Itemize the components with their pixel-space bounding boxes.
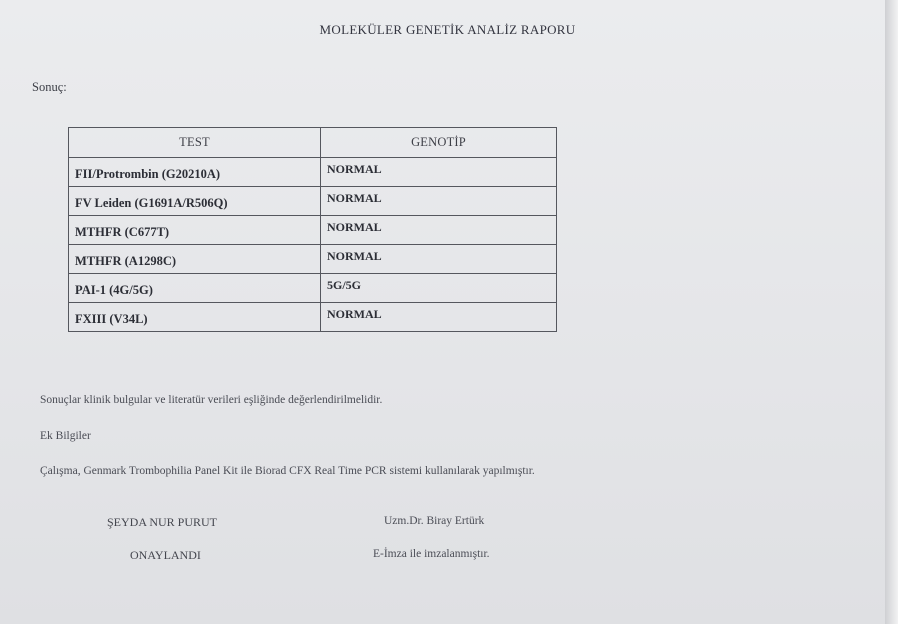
approval-status: ONAYLANDI xyxy=(130,548,201,562)
test-name: MTHFR (C677T) xyxy=(69,216,321,245)
results-table xyxy=(68,127,557,332)
column-header-test: TEST xyxy=(69,128,321,158)
genotype-value: 5G/5G xyxy=(321,274,557,303)
test-name: FV Leiden (G1691A/R506Q) xyxy=(69,187,321,216)
genotype-value: NORMAL xyxy=(321,216,557,245)
additional-info-label: Ek Bilgiler xyxy=(40,430,91,442)
genotype-value: NORMAL xyxy=(321,245,557,274)
e-signature-note: E-İmza ile imzalanmıştır. xyxy=(373,548,490,560)
genotype-value: NORMAL xyxy=(321,303,557,332)
table-row xyxy=(69,245,557,274)
table-header-row xyxy=(69,128,557,158)
genotype-value: NORMAL xyxy=(321,187,557,216)
test-name: MTHFR (A1298C) xyxy=(69,245,321,274)
report-title: MOLEKÜLER GENETİK ANALİZ RAPORU xyxy=(319,22,576,37)
evaluation-note: Sonuçlar klinik bulgular ve literatür verileri eşliğinde değerlendirilmelidir. xyxy=(40,394,383,406)
result-label: Sonuç: xyxy=(32,80,67,94)
table-row xyxy=(69,303,557,332)
test-name: PAI-1 (4G/5G) xyxy=(69,274,321,303)
test-name: FXIII (V34L) xyxy=(69,303,321,332)
doctor-name: Uzm.Dr. Biray Ertürk xyxy=(384,515,485,527)
method-note: Çalışma, Genmark Trombophilia Panel Kit ile Biorad CFX Real Time PCR sistemi kullanılarak yapılmıştır. xyxy=(40,465,535,477)
table-row xyxy=(69,216,557,245)
technician-name: ŞEYDA NUR PURUT xyxy=(107,515,218,529)
table-row xyxy=(69,158,557,187)
test-name: FII/Protrombin (G20210A) xyxy=(69,158,321,187)
table-row xyxy=(69,274,557,303)
genotype-value: NORMAL xyxy=(321,158,557,187)
page-edge xyxy=(885,0,898,624)
column-header-genotype: GENOTİP xyxy=(321,128,557,158)
table-row xyxy=(69,187,557,216)
